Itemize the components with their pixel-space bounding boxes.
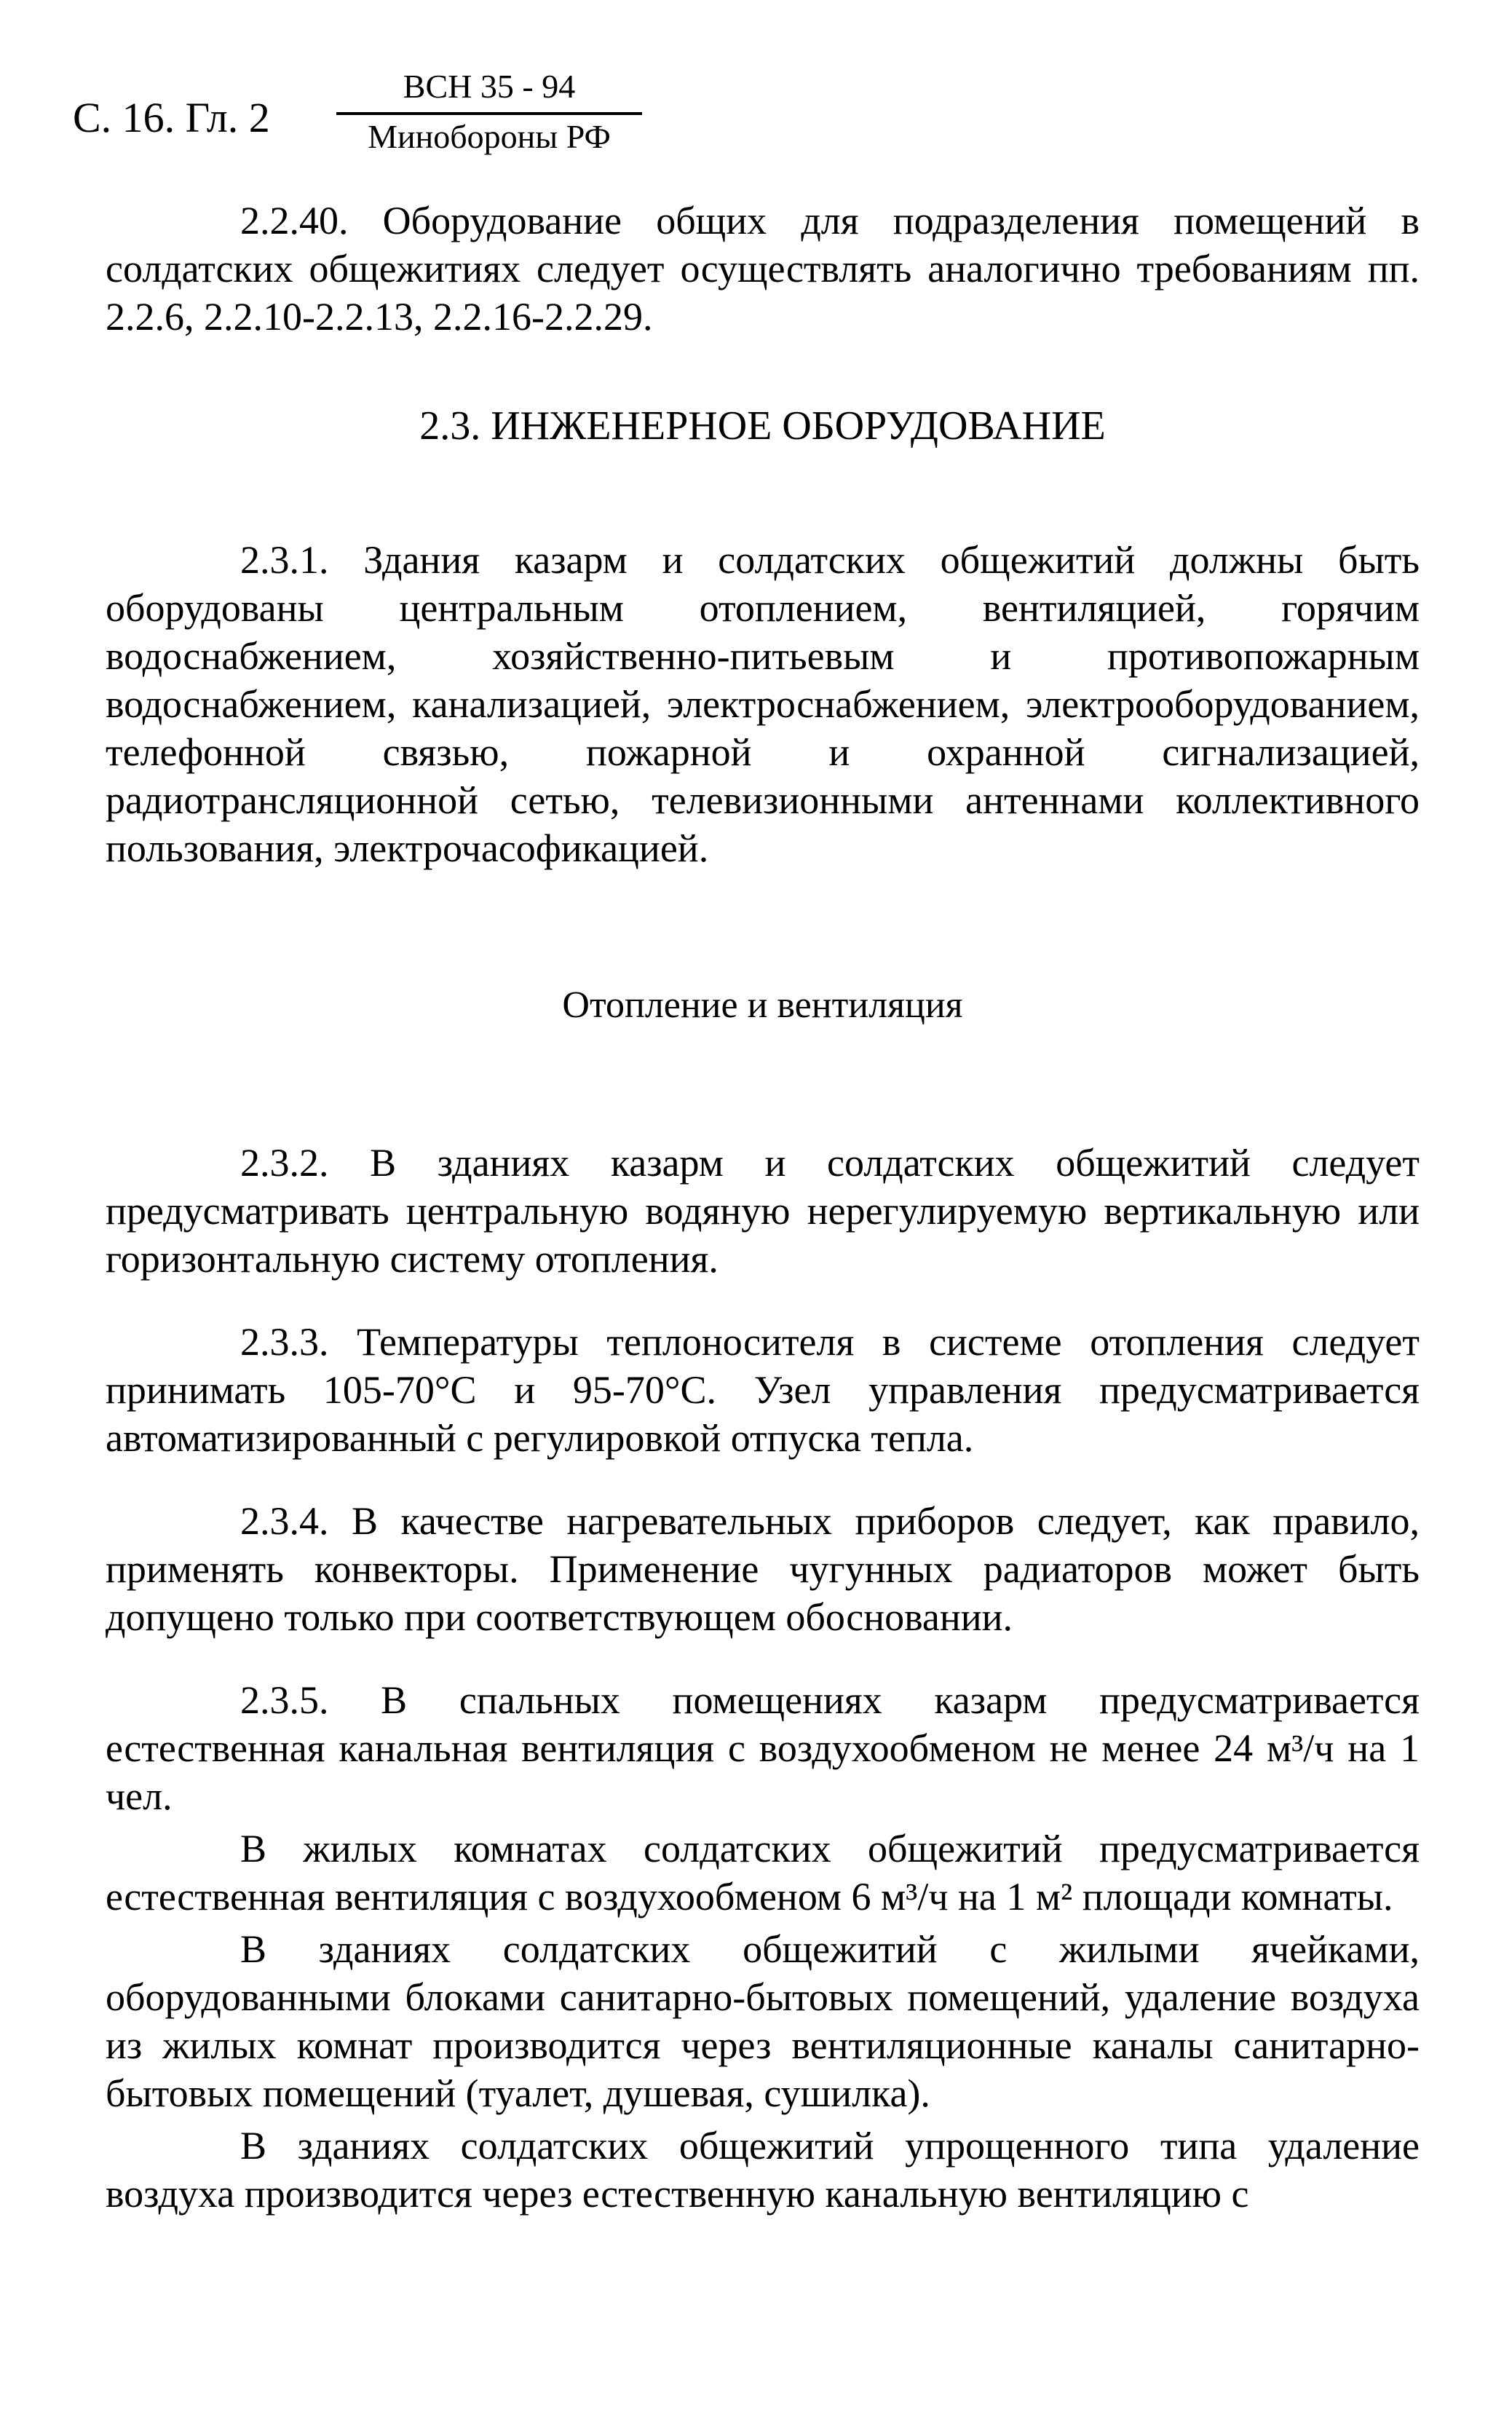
page-reference: С. 16. Гл. 2 [73,94,270,141]
paragraph-2-3-4: 2.3.4. В качестве нагревательных приборов следует, как правило, применять конвекторы. Применение чугунных радиаторов может быть допущено только при соответствующем обосновании. [106,1499,1420,1639]
page-body [106,197,1420,2218]
paragraph-2-2-40: 2.2.40. Оборудование общих для подразделения помещений в солдатских общежитиях следует осуществлять аналогично требованиям пп. 2.2.6, 2.2.10-2.2.13, 2.2.16-2.2.29. [106,199,1420,339]
paragraph-2-3-3: 2.3.3. Температуры теплоносителя в системе отопления следует принимать 105-70°С и 95-70°С. Узел управления предусматривается автоматизированный с регулировкой отпуска тепла. [106,1320,1420,1460]
paragraph-2-3-5-cells: В зданиях солдатских общежитий с жилыми ячейками, оборудованными блоками санитарно-бытовых помещений, удаление воздуха из жилых комнат производится через вентиляционные каналы санитарно-бытовых помещений (туалет, душевая, сушилка). [106,1927,1420,2115]
paragraph-2-3-1: 2.3.1. Здания казарм и солдатских общежитий должны быть оборудованы центральным отоплением, вентиляцией, горячим водоснабжением, хозяйственно-питьевым и противопожарным водоснабжением, канализацией, электроснабжением, электрооборудованием, телефонной связью, пожарной и охранной сигнализацией, радиотрансляционной сетью, телевизионными антеннами коллективного пользования, электрочасофикацией. [106,538,1420,870]
paragraph-2-3-5-living-rooms: В жилых комнатах солдатских общежитий предусматривается естественная вентиляция с воздухообменом 6 м³/ч на 1 м² площади комнаты. [106,1827,1420,1919]
section-heading: 2.3. ИНЖЕНЕРНОЕ ОБОРУДОВАНИЕ [419,403,1106,449]
paragraph-2-3-2: 2.3.2. В зданиях казарм и солдатских общежитий следует предусматривать центральную водяную нерегулируемую вертикальную или горизонтальную систему отопления. [106,1141,1420,1281]
page-header [73,64,641,159]
paragraph-2-3-5-simplified: В зданиях солдатских общежитий упрощенного типа удаление воздуха производится через естественную канальную вентиляцию с [106,2124,1420,2216]
document-code: ВСН 35 - 94 [336,64,642,115]
ministry-name: Минобороны РФ [368,118,611,155]
document-code-block [336,64,642,159]
paragraph-2-3-5: 2.3.5. В спальных помещениях казарм предусматривается естественная канальная вентиляция с воздухообменом не менее 24 м³/ч на 1 чел. [106,1678,1420,1818]
subsection-heading: Отопление и вентиляция [562,984,963,1026]
